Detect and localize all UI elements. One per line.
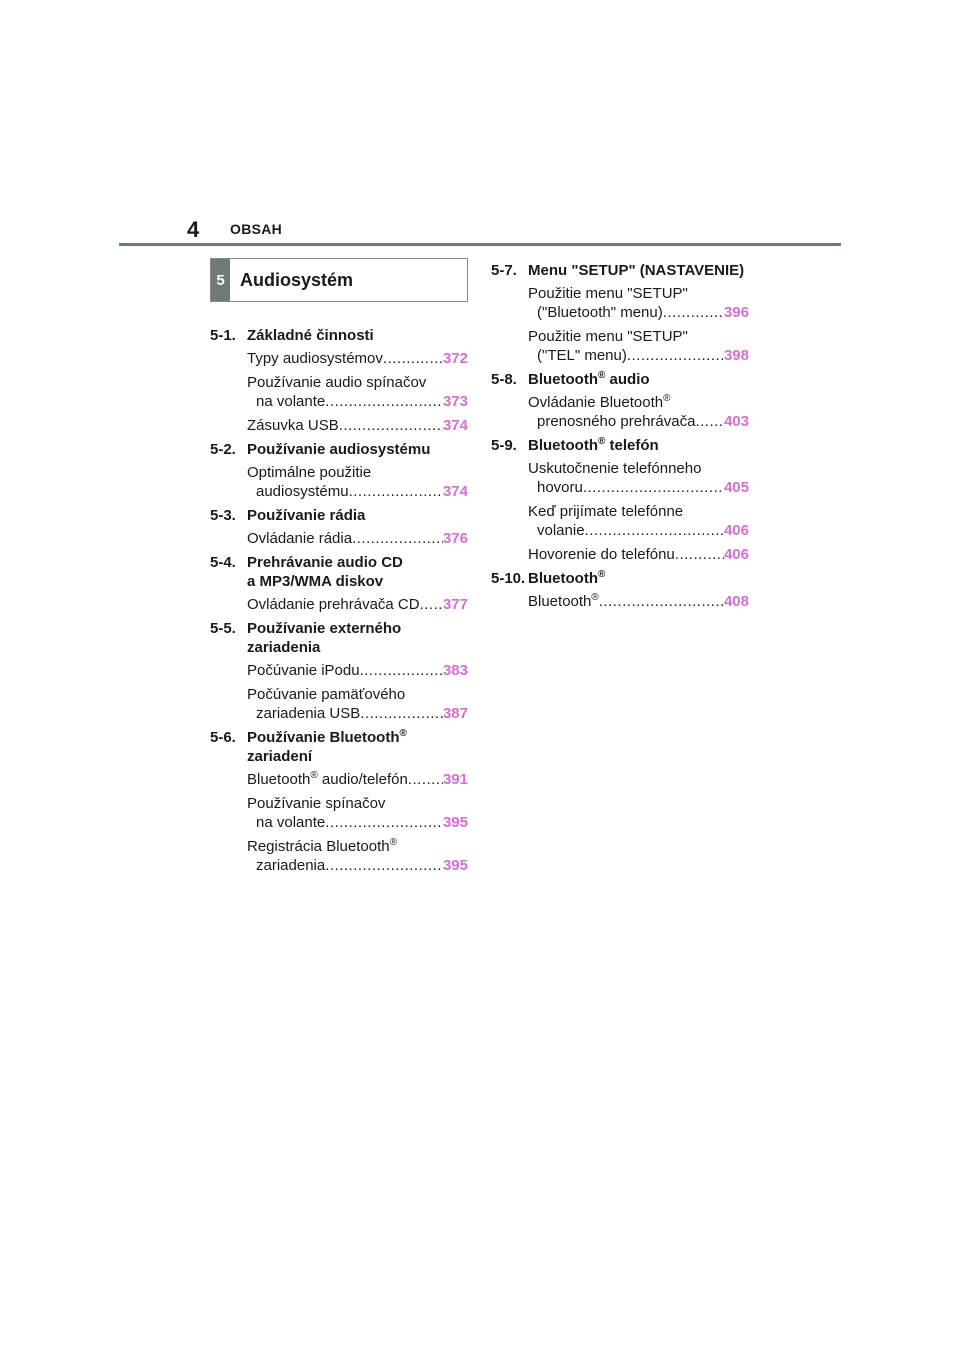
- toc-entry[interactable]: [528, 459, 749, 497]
- dot-leader: [325, 392, 443, 411]
- toc-entry[interactable]: [528, 592, 749, 611]
- dot-leader: [352, 529, 443, 548]
- toc-section-title: Bluetooth® audio: [528, 370, 650, 388]
- toc-page-link[interactable]: 395: [442, 857, 468, 874]
- toc-page-link[interactable]: 387: [442, 705, 468, 722]
- toc-section-title: Prehrávanie audio CD a MP3/WMA diskov: [247, 554, 403, 590]
- dot-leader: [360, 661, 443, 680]
- toc-entry-text: ("Bluetooth" menu): [537, 304, 663, 321]
- toc-entry[interactable]: [247, 661, 468, 680]
- toc-section-number: 5-2.: [210, 441, 236, 458]
- dot-leader: [583, 478, 724, 497]
- toc-page-link[interactable]: 391: [442, 771, 468, 788]
- toc-section-title: Bluetooth® telefón: [528, 436, 659, 454]
- toc-entry-text: Počúvanie pamäťového: [247, 686, 406, 703]
- toc-page-link[interactable]: 406: [723, 522, 749, 539]
- toc-entry[interactable]: [247, 837, 468, 875]
- toc-entry-text: volanie: [537, 522, 585, 539]
- toc-entry-text: zariadenia: [256, 857, 326, 874]
- page-number: 4: [187, 217, 200, 242]
- toc-section-heading: [491, 370, 749, 389]
- toc-page-link[interactable]: 395: [442, 814, 468, 831]
- toc-entry[interactable]: [247, 463, 468, 501]
- toc-section-number: 5-5.: [210, 620, 236, 637]
- toc-section-title: Používanie externého zariadenia: [247, 620, 402, 656]
- toc-section-heading: [491, 569, 749, 588]
- toc-entry-text: Zásuvka USB: [247, 417, 339, 434]
- toc-entry[interactable]: [528, 545, 749, 564]
- toc-section-heading: [210, 506, 468, 525]
- dot-leader: [663, 303, 724, 322]
- toc-entry[interactable]: [247, 349, 468, 368]
- toc-section-number: 5-8.: [491, 371, 517, 388]
- dot-leader: [408, 770, 443, 789]
- toc-entry-text: Keď prijímate telefónne: [528, 503, 684, 520]
- toc-entry-text: Typy audiosystémov: [247, 350, 383, 367]
- toc-page-link[interactable]: 373: [442, 393, 468, 410]
- toc-entry-text: Používanie spínačov: [247, 795, 386, 812]
- toc-section-number: 5-1.: [210, 327, 236, 344]
- toc-page-link[interactable]: 372: [442, 350, 468, 367]
- dot-leader: [325, 813, 443, 832]
- toc-section-heading: [210, 440, 468, 459]
- toc-entry[interactable]: [247, 373, 468, 411]
- toc-page-link[interactable]: 405: [723, 479, 749, 496]
- toc-entry-text: na volante: [256, 814, 326, 831]
- toc-section-heading: [491, 436, 749, 455]
- toc-entry-text: Ovládanie rádia: [247, 530, 353, 547]
- toc-section-heading: [210, 728, 468, 766]
- chapter-title: Audiosystém: [240, 269, 354, 290]
- toc-entry-text: Bluetooth® audio/telefón: [247, 770, 408, 788]
- toc-entry-text: zariadenia USB: [256, 705, 361, 722]
- toc-section-heading: [210, 326, 468, 345]
- toc-page-link[interactable]: 377: [442, 596, 468, 613]
- dot-leader: [695, 412, 724, 431]
- toc-section-number: 5-10.: [491, 570, 526, 587]
- toc-left-column: [210, 321, 468, 880]
- toc-entry-text: Bluetooth®: [528, 592, 599, 610]
- header-divider: [119, 243, 841, 246]
- toc-page-link[interactable]: 374: [442, 483, 468, 500]
- toc-entry-text: Uskutočnenie telefónneho: [528, 460, 702, 477]
- toc-section-title: Používanie audiosystému: [247, 441, 431, 458]
- toc-section-title: Menu "SETUP" (NASTAVENIE): [528, 262, 745, 279]
- toc-section-number: 5-9.: [491, 437, 517, 454]
- toc-entry-text: Ovládanie prehrávača CD: [247, 596, 420, 613]
- toc-entry-text: Použitie menu "SETUP": [528, 285, 688, 302]
- toc-entry[interactable]: [247, 794, 468, 832]
- toc-entry[interactable]: [528, 502, 749, 540]
- toc-entry-text: hovoru: [537, 479, 583, 496]
- toc-section-number: 5-6.: [210, 729, 236, 746]
- toc-page-link[interactable]: 383: [442, 662, 468, 679]
- toc-page-link[interactable]: 406: [723, 546, 749, 563]
- dot-leader: [599, 592, 724, 611]
- chapter-number: 5: [211, 259, 230, 301]
- dot-leader: [420, 595, 443, 614]
- toc-entry[interactable]: [247, 595, 468, 614]
- section-title: OBSAH: [230, 221, 283, 237]
- toc-entry[interactable]: [528, 393, 749, 431]
- dot-leader: [339, 416, 443, 435]
- toc-page-link[interactable]: 398: [723, 347, 749, 364]
- toc-entry-text: ("TEL" menu): [537, 347, 627, 364]
- toc-entry-text: na volante: [256, 393, 326, 410]
- toc-section-heading: [210, 553, 468, 591]
- dot-leader: [627, 346, 724, 365]
- toc-page-link[interactable]: 396: [723, 304, 749, 321]
- dot-leader: [349, 482, 443, 501]
- toc-entry-text: prenosného prehrávača: [537, 413, 696, 430]
- toc-section-number: 5-7.: [491, 262, 517, 279]
- toc-entry[interactable]: [528, 284, 749, 322]
- toc-entry-text: Registrácia Bluetooth®: [247, 837, 397, 855]
- toc-section-title: Používanie Bluetooth® zariadení: [247, 728, 407, 765]
- toc-page-link[interactable]: 403: [723, 413, 749, 430]
- toc-entry-text: Použitie menu "SETUP": [528, 328, 688, 345]
- toc-section-number: 5-3.: [210, 507, 236, 524]
- dot-leader: [325, 856, 443, 875]
- toc-entry-text: Používanie audio spínačov: [247, 374, 427, 391]
- toc-section-number: 5-4.: [210, 554, 236, 571]
- toc-entry-text: Optimálne použitie: [247, 464, 372, 481]
- toc-entry[interactable]: [247, 529, 468, 548]
- toc-page-link[interactable]: 408: [723, 593, 749, 610]
- toc-entry[interactable]: [528, 327, 749, 365]
- toc-page-link[interactable]: 376: [442, 530, 468, 547]
- toc-entry[interactable]: [247, 416, 468, 435]
- toc-page-link[interactable]: 374: [442, 417, 468, 434]
- toc-section-title: Základné činnosti: [247, 327, 374, 344]
- toc-entry[interactable]: [247, 770, 468, 789]
- toc-entry-text: Hovorenie do telefónu: [528, 546, 675, 563]
- toc-section-title: Bluetooth®: [528, 569, 606, 587]
- toc-entry-text: audiosystému: [256, 483, 349, 500]
- toc-entry[interactable]: [247, 685, 468, 723]
- dot-leader: [585, 521, 724, 540]
- toc-section-title: Používanie rádia: [247, 507, 366, 524]
- dot-leader: [675, 545, 724, 564]
- dot-leader: [360, 704, 443, 723]
- toc-entry-text: Ovládanie Bluetooth®: [528, 393, 671, 411]
- toc-entry-text: Počúvanie iPodu: [247, 662, 360, 679]
- dot-leader: [383, 349, 443, 368]
- toc-section-heading: [491, 261, 749, 280]
- chapter-heading: [210, 258, 468, 302]
- toc-right-column: [491, 256, 749, 616]
- toc-section-heading: [210, 619, 468, 657]
